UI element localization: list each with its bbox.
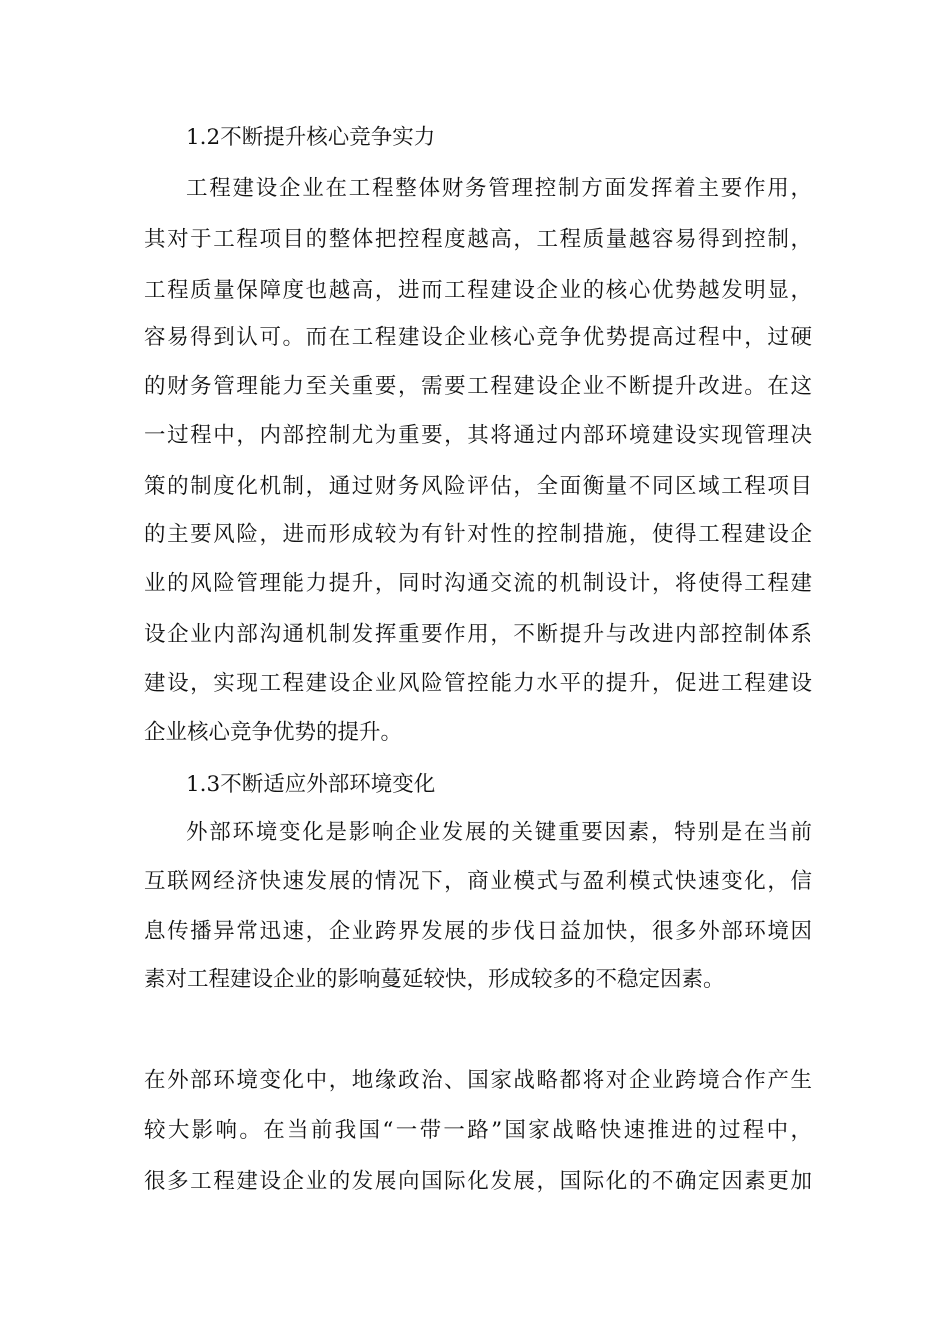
paragraph-line: 一过程中，内部控制尤为重要，其将通过内部环境建设实现管理决 bbox=[144, 423, 812, 448]
section-heading-1-2: 1.2不断提升核心竞争实力 bbox=[186, 125, 436, 150]
paragraph-line: 较大影响。在当前我国“一带一路”国家战略快速推进的过程中， bbox=[144, 1118, 812, 1143]
paragraph-line: 业的风险管理能力提升，同时沟通交流的机制设计，将使得工程建 bbox=[144, 571, 812, 596]
paragraph-line: 素对工程建设企业的影响蔓延较快，形成较多的不稳定因素。 bbox=[144, 967, 725, 992]
paragraph-line: 设企业内部沟通机制发挥重要作用，不断提升与改进内部控制体系 bbox=[144, 622, 812, 647]
paragraph-line: 企业核心竞争优势的提升。 bbox=[144, 720, 403, 745]
paragraph-line: 外部环境变化是影响企业发展的关键重要因素，特别是在当前 bbox=[186, 820, 812, 845]
paragraph-line: 容易得到认可。而在工程建设企业核心竞争优势提高过程中，过硬 bbox=[144, 325, 812, 350]
paragraph-line: 互联网经济快速发展的情况下，商业模式与盈利模式快速变化，信 bbox=[144, 869, 812, 894]
paragraph-line: 息传播异常迅速，企业跨界发展的步伐日益加快，很多外部环境因 bbox=[144, 919, 812, 944]
paragraph-line: 其对于工程项目的整体把控程度越高，工程质量越容易得到控制， bbox=[144, 227, 812, 252]
paragraph-line: 很多工程建设企业的发展向国际化发展，国际化的不确定因素更加 bbox=[144, 1169, 812, 1194]
paragraph-line: 在外部环境变化中，地缘政治、国家战略都将对企业跨境合作产生 bbox=[144, 1068, 812, 1093]
paragraph-line: 工程建设企业在工程整体财务管理控制方面发挥着主要作用， bbox=[186, 176, 812, 201]
paragraph-line: 的财务管理能力至关重要，需要工程建设企业不断提升改进。在这 bbox=[144, 374, 812, 399]
section-heading-1-3: 1.3不断适应外部环境变化 bbox=[186, 772, 436, 797]
paragraph-line: 工程质量保障度也越高，进而工程建设企业的核心优势越发明显， bbox=[144, 278, 812, 303]
paragraph-line: 的主要风险，进而形成较为有针对性的控制措施，使得工程建设企 bbox=[144, 522, 812, 547]
paragraph-line: 策的制度化机制，通过财务风险评估，全面衡量不同区域工程项目 bbox=[144, 474, 812, 499]
paragraph-line: 建设，实现工程建设企业风险管控能力水平的提升，促进工程建设 bbox=[144, 671, 812, 696]
